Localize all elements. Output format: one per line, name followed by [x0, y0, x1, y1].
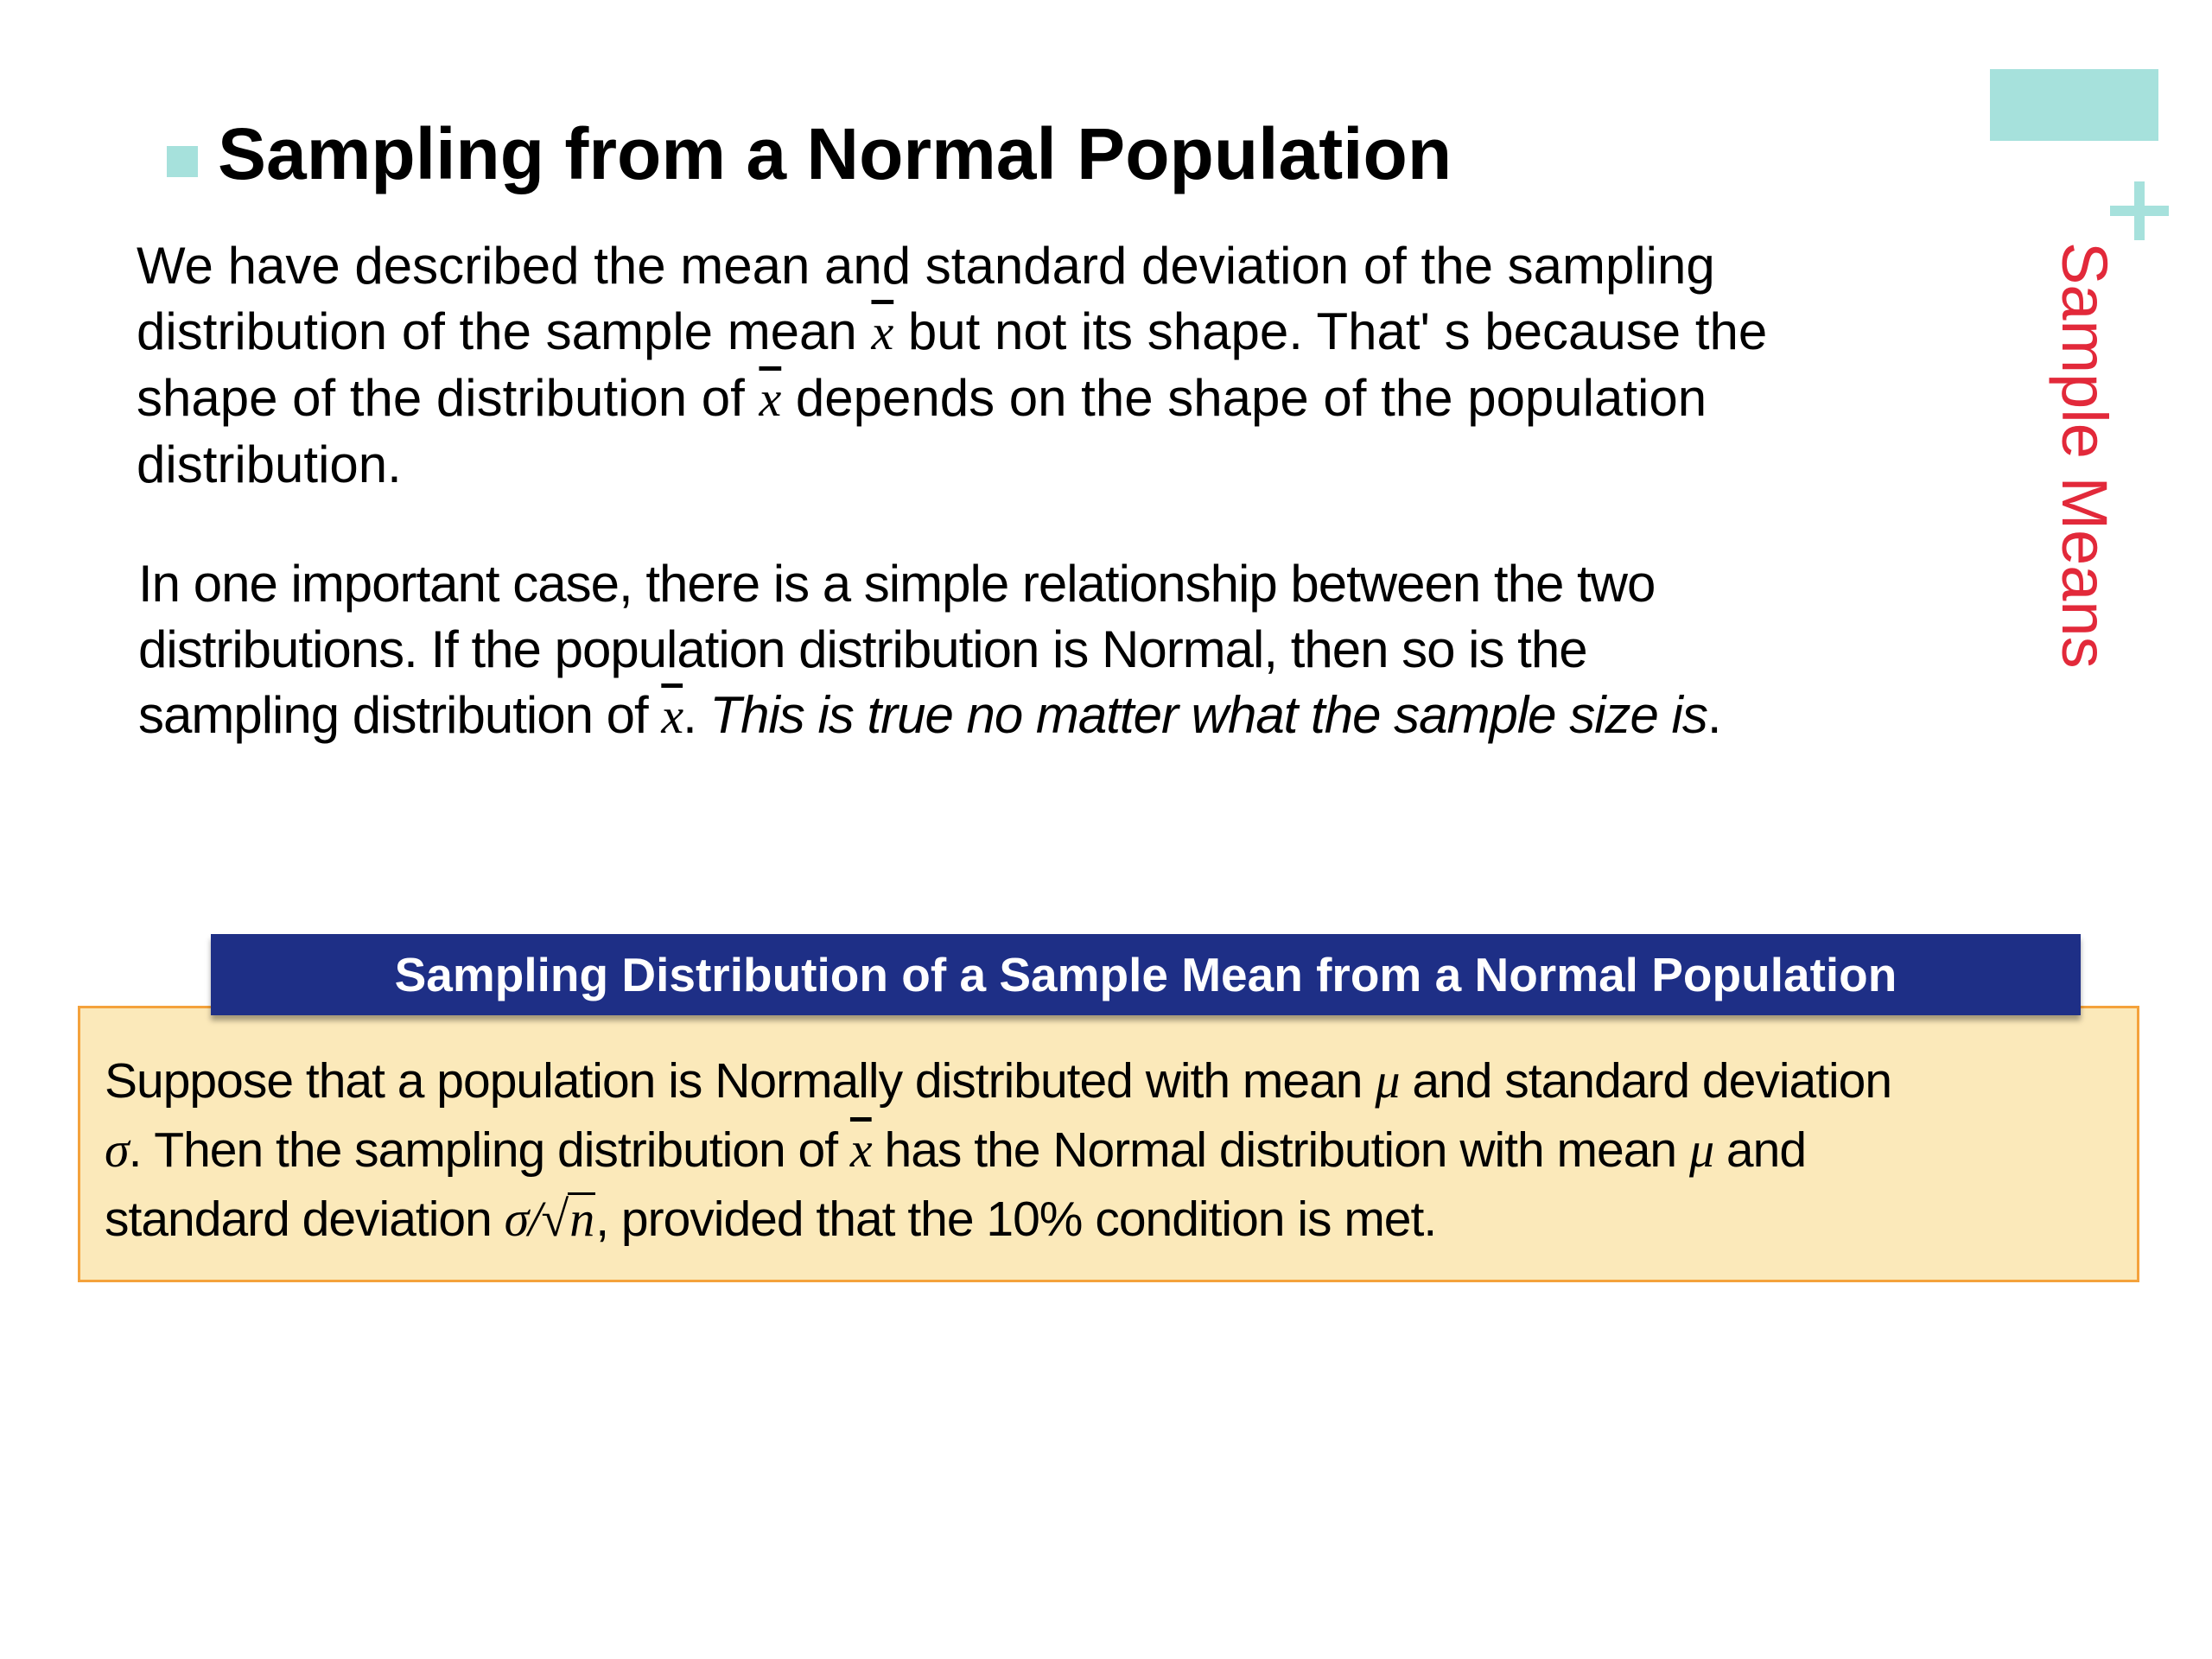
normal-case-line-3-period: .	[1707, 686, 1721, 744]
mu-symbol: μ	[1688, 1122, 1714, 1178]
intro-line-2-text-b: but not its shape. That' s because the	[893, 302, 1768, 360]
emphasis-text: This is true no matter what the sample size is	[709, 686, 1707, 744]
intro-line-4: distribution.	[137, 435, 402, 493]
sigma-symbol: σ	[504, 1191, 529, 1247]
definition-line-3-text-b: , provided that the 10% condition is met.	[595, 1192, 1437, 1247]
normal-case-line-3	[138, 683, 1721, 749]
normal-case-line-1: In one important case, there is a simple relationship between the two	[138, 555, 1656, 613]
definition-line-1-text-a: Suppose that a population is Normally distributed with mean	[105, 1053, 1376, 1109]
slash-symbol: /	[528, 1191, 542, 1247]
intro-line-2-text-a: distribution of the sample mean	[137, 302, 872, 360]
intro-line-1: We have described the mean and standard deviation of the sampling	[137, 237, 1715, 295]
definition-line-2-text-c: and	[1713, 1122, 1807, 1178]
mu-symbol: μ	[1375, 1052, 1400, 1109]
normal-case-line-3-text-b: .	[683, 686, 710, 744]
intro-line-3	[137, 365, 1767, 432]
sigma-over-root-n-formula	[505, 1191, 596, 1247]
section-side-title: Sample Means	[2049, 242, 2120, 669]
x-bar-symbol: $\overline{x}$	[871, 304, 894, 360]
definition-line-3-text-a: standard deviation	[105, 1192, 505, 1247]
sqrt-sign: √	[541, 1191, 569, 1247]
x-bar-symbol: $\overline{x}$	[759, 371, 782, 427]
definition-line-2-text-b: has the Normal distribution with mean	[871, 1122, 1689, 1178]
definition-line-1	[105, 1046, 1891, 1116]
definition-line-3	[105, 1185, 1891, 1254]
normal-case-line-2: distributions. If the population distribution is Normal, then so is the	[138, 620, 1587, 678]
definition-box	[78, 1006, 2139, 1282]
sigma-symbol: σ	[105, 1122, 129, 1178]
definition-line-2	[105, 1116, 1891, 1185]
definition-line-1-text-b: and standard deviation	[1399, 1053, 1892, 1109]
intro-paragraph	[137, 233, 1767, 498]
definition-text	[105, 1046, 1891, 1254]
intro-line-3-text-a: shape of the distribution of	[137, 369, 760, 427]
title-bullet-icon	[167, 146, 198, 177]
slide-title: Sampling from a Normal Population	[218, 113, 1452, 194]
definition-line-2-text-a: . Then the sampling distribution of	[128, 1122, 850, 1178]
definition-box-header: Sampling Distribution of a Sample Mean from a Normal Population	[211, 934, 2081, 1015]
plus-icon	[2110, 181, 2169, 240]
x-bar-symbol: $\overline{x}$	[849, 1122, 872, 1178]
intro-line-3-text-b: depends on the shape of the population	[781, 369, 1707, 427]
x-bar-symbol: $\overline{x}$	[661, 688, 683, 744]
normal-case-line-3-text-a: sampling distribution of	[138, 686, 662, 744]
intro-line-2	[137, 299, 1767, 365]
n-symbol: n	[569, 1191, 594, 1247]
normal-case-paragraph	[138, 551, 1721, 749]
accent-rectangle	[1990, 69, 2158, 141]
